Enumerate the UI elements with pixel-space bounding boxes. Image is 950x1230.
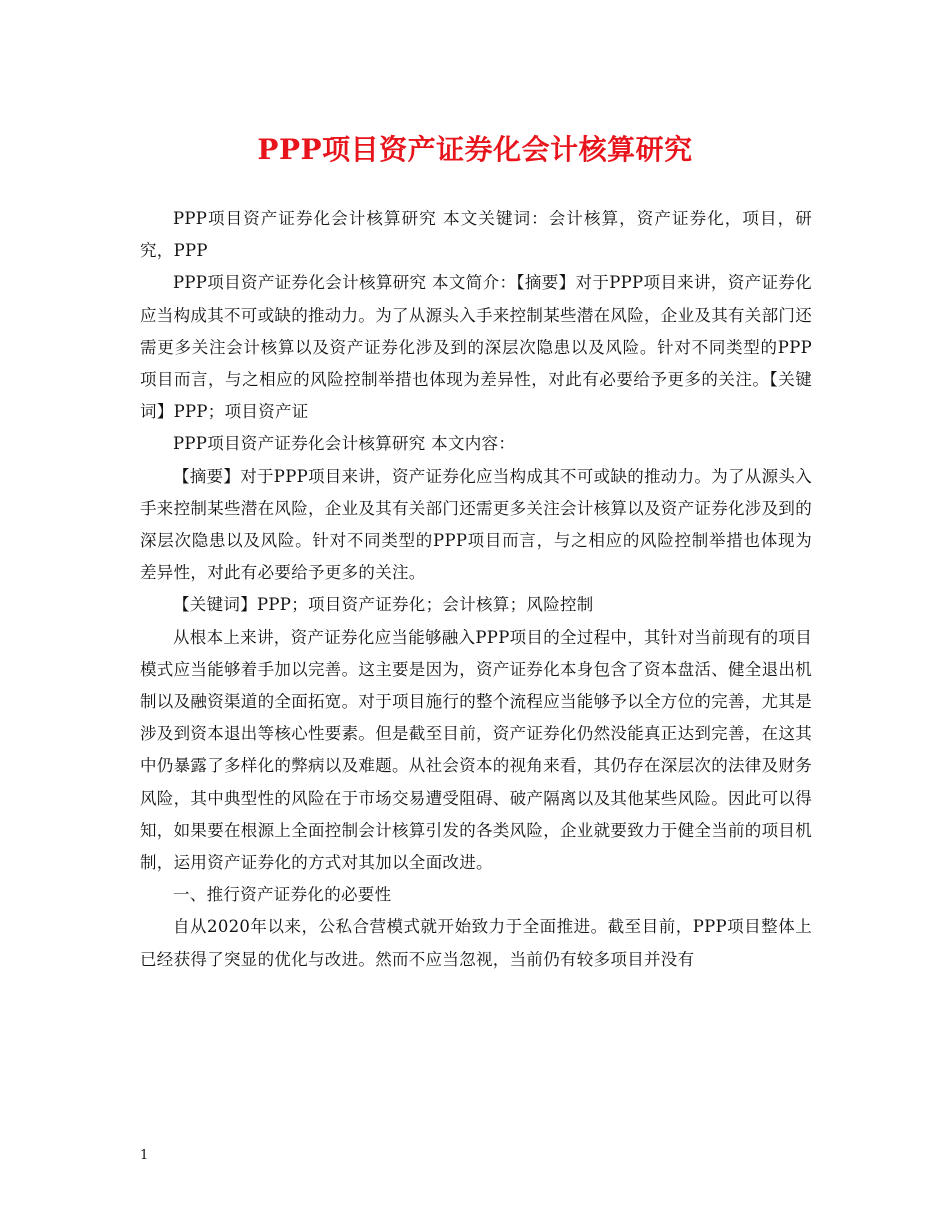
paragraph-introduction: 从根本上来讲，资产证券化应当能够融入PPP项目的全过程中，其针对当前现有的项目模式应当能够着手加以完善。这主要是因为，资产证券化本身包含了资本盘活、健全退出机制以及融资渠道的全面拓宽。对于项目施行的整个流程应当能够予以全方位的完善，尤其是涉及到资本退出等核心性要素。但是截至目前，资产证券化仍然没能真正达到完善，在这其中仍暴露了多样化的弊病以及难题。从社会资本的视角来看，其仍存在深层次的法律及财务风险，其中典型性的风险在于市场交易遭受阻碍、破产隔离以及其他某些风险。因此可以得知，如果要在根源上全面控制会计核算引发的各类风险，企业就要致力于健全当前的项目机制，运用资产证券化的方式对其加以全面改进。 [140, 627, 813, 873]
paragraph-keyword-list: 【关键词】PPP；项目资产证券化；会计核算；风险控制 [173, 595, 594, 615]
section-heading-necessity: 一、推行资产证券化的必要性 [173, 885, 392, 905]
page-number: 1 [140, 1148, 149, 1163]
document-title: PPP项目资产证券化会计核算研究 [257, 133, 693, 166]
paragraph-abstract: 【摘要】对于PPP项目来讲，资产证券化应当构成其不可或缺的推动力。为了从源头入手来控制某些潜在风险，企业及其有关部门还需更多关注会计核算以及资产证券化涉及到的深层次隐患以及风险。针对不同类型的PPP项目而言，与之相应的风险控制举措也体现为差异性，对此有必要给予更多的关注。 [140, 466, 813, 583]
paragraph-section-one: 自从2020年以来，公私合营模式就开始致力于全面推进。截至目前，PPP项目整体上已经获得了突显的优化与改进。然而不应当忽视，当前仍有较多项目并没有 [140, 917, 812, 969]
paragraph-keywords: PPP项目资产证券化会计核算研究 本文关键词：会计核算，资产证券化，项目，研究，PPP [140, 209, 812, 261]
paragraph-summary: PPP项目资产证券化会计核算研究 本文简介：【摘要】对于PPP项目来讲，资产证券化应当构成其不可或缺的推动力。为了从源头入手来控制某些潜在风险，企业及其有关部门还需更多关注会计核算以及资产证券化涉及到的深层次隐患以及风险。针对不同类型的PPP项目而言，与之相应的风险控制举措也体现为差异性，对此有必要给予更多的关注。【关键词】PPP；项目资产证 [140, 273, 812, 422]
document-body [140, 203, 812, 976]
paragraph-content-heading: PPP项目资产证券化会计核算研究 本文内容： [173, 434, 516, 454]
